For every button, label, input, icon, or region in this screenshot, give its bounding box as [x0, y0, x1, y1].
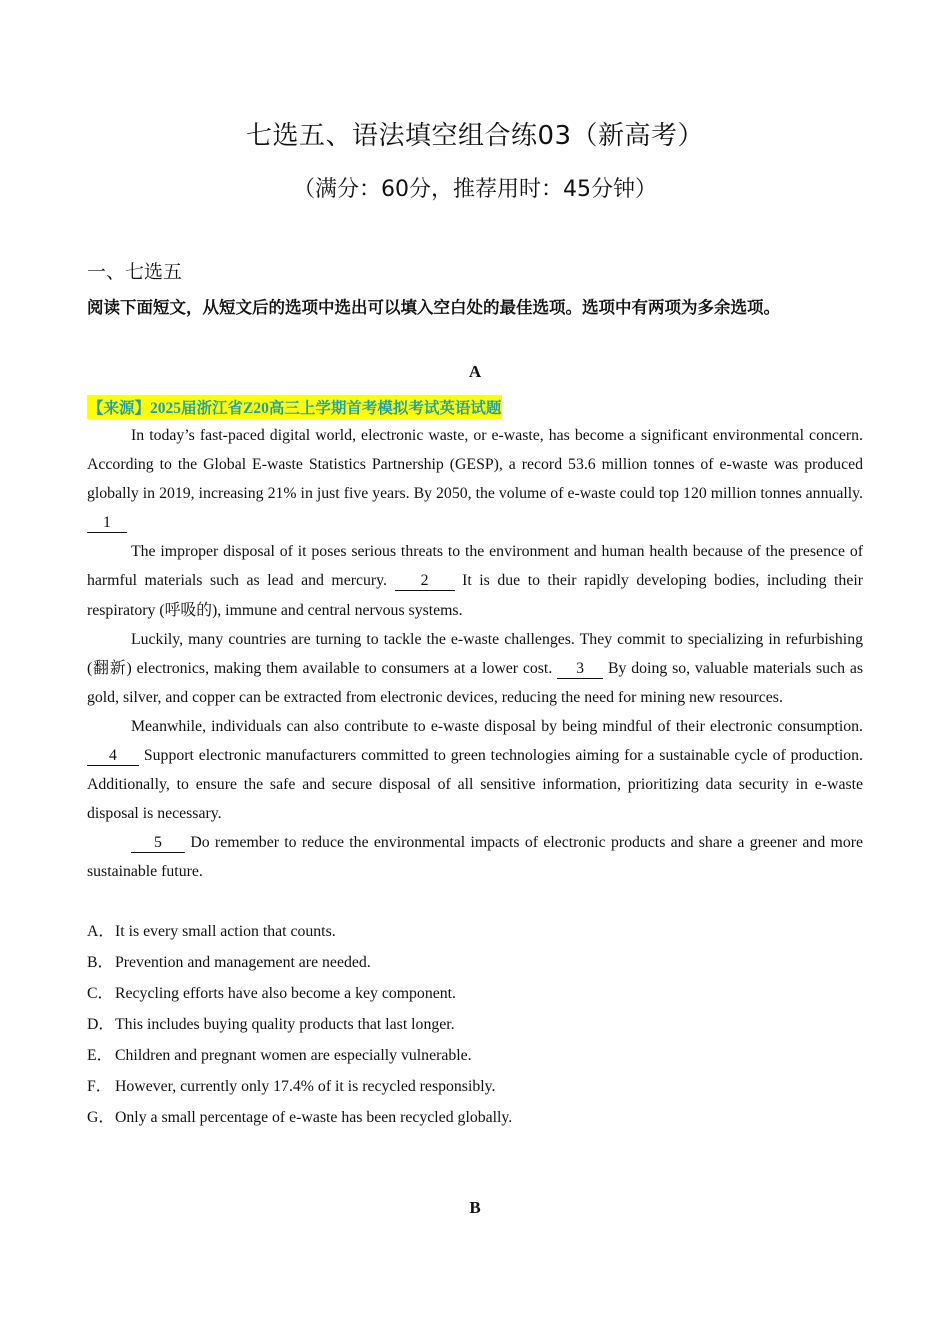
option-text: Children and pregnant women are especially vulnerable.: [115, 1047, 472, 1064]
option-d: [87, 1009, 863, 1040]
instruction-text: 阅读下面短文，从短文后的选项中选出可以填入空白处的最佳选项。选项中有两项为多余选项。: [87, 298, 780, 317]
option-a: [87, 916, 863, 947]
option-letter: E．: [87, 1047, 113, 1064]
blank-2: 2: [395, 572, 455, 591]
option-c: [87, 978, 863, 1009]
option-f: [87, 1071, 863, 1102]
option-text: Recycling efforts have also become a key component.: [115, 985, 456, 1002]
option-letter: G．: [87, 1109, 115, 1126]
paragraph: [87, 712, 863, 828]
blank-1: 1: [87, 514, 127, 533]
option-e: [87, 1040, 863, 1071]
option-text: Only a small percentage of e-waste has been recycled globally.: [115, 1109, 513, 1126]
option-letter: D．: [87, 1016, 115, 1033]
option-text: This includes buying quality products that last longer.: [115, 1016, 455, 1033]
blank-4: 4: [87, 747, 139, 766]
option-text: It is every small action that counts.: [115, 923, 336, 940]
paragraph-text: Do remember to reduce the environmental impacts of electronic products and share a greener and more sustainable future.: [87, 834, 863, 881]
paragraph-text: Luckily, many countries are turning to tackle the e-waste challenges. They commit to specializing in refurbishing (翻新) electronics, making them available to consumers at a lower cost.: [87, 630, 863, 677]
option-letter: A．: [87, 923, 115, 940]
option-letter: B．: [87, 954, 114, 971]
paragraph-text: Meanwhile, individuals can also contribute to e-waste disposal by being mindful of their electronic consumption.: [131, 717, 863, 735]
page-title: 七选五、语法填空组合练03（新高考）: [245, 121, 705, 151]
passage-b-letter: B: [469, 1198, 481, 1217]
source-label: 【来源】2025届浙江省Z20高三上学期首考模拟考试英语试题: [87, 395, 502, 419]
paragraph-text: Support electronic manufacturers committed to green technologies aiming for a sustainable cycle of production. Additionally, to ensure the safe and secure disposal of all sensitive information, prioritizing data security in e-waste disposal is necessary.: [87, 747, 863, 823]
option-text: Prevention and management are needed.: [115, 954, 371, 971]
page-subtitle: （满分：60分，推荐用时：45分钟）: [293, 177, 657, 202]
paragraph-text: The improper disposal of it poses serious threats to the environment and human health because of the presence of harmful materials such as lead and mercury.: [87, 543, 863, 590]
passage-a-letter: A: [468, 362, 482, 381]
passage-a-body: [87, 421, 863, 887]
option-text: However, currently only 17.4% of it is recycled responsibly.: [115, 1078, 496, 1095]
option-g: [87, 1102, 863, 1133]
options-list: [87, 916, 863, 1133]
paragraph-text: By doing so, valuable materials such as gold, silver, and copper can be extracted from electronic devices, reducing the need for mining new resources.: [87, 659, 863, 706]
paragraph-text: In today’s fast-paced digital world, electronic waste, or e-waste, has become a significant environmental concern. According to the Global E-waste Statistics Partnership (GESP), a record 53.6 million tonnes of e-waste was produced globally in 2019, increasing 21% in just five years. By 2050, the volume of e-waste could top 120 million tonnes annually.: [87, 427, 863, 503]
option-b: [87, 947, 863, 978]
option-letter: C．: [87, 985, 114, 1002]
paragraph: [87, 537, 863, 624]
paragraph: [87, 421, 863, 537]
blank-5: 5: [131, 834, 185, 853]
paragraph-text: It is due to their rapidly developing bodies, including their respiratory (呼吸的), immune and central nervous systems.: [87, 572, 863, 619]
section-heading: 一、七选五: [87, 261, 183, 283]
paragraph: [87, 625, 863, 712]
blank-3: 3: [557, 660, 603, 679]
option-letter: F．: [87, 1078, 112, 1095]
paragraph: [87, 828, 863, 886]
